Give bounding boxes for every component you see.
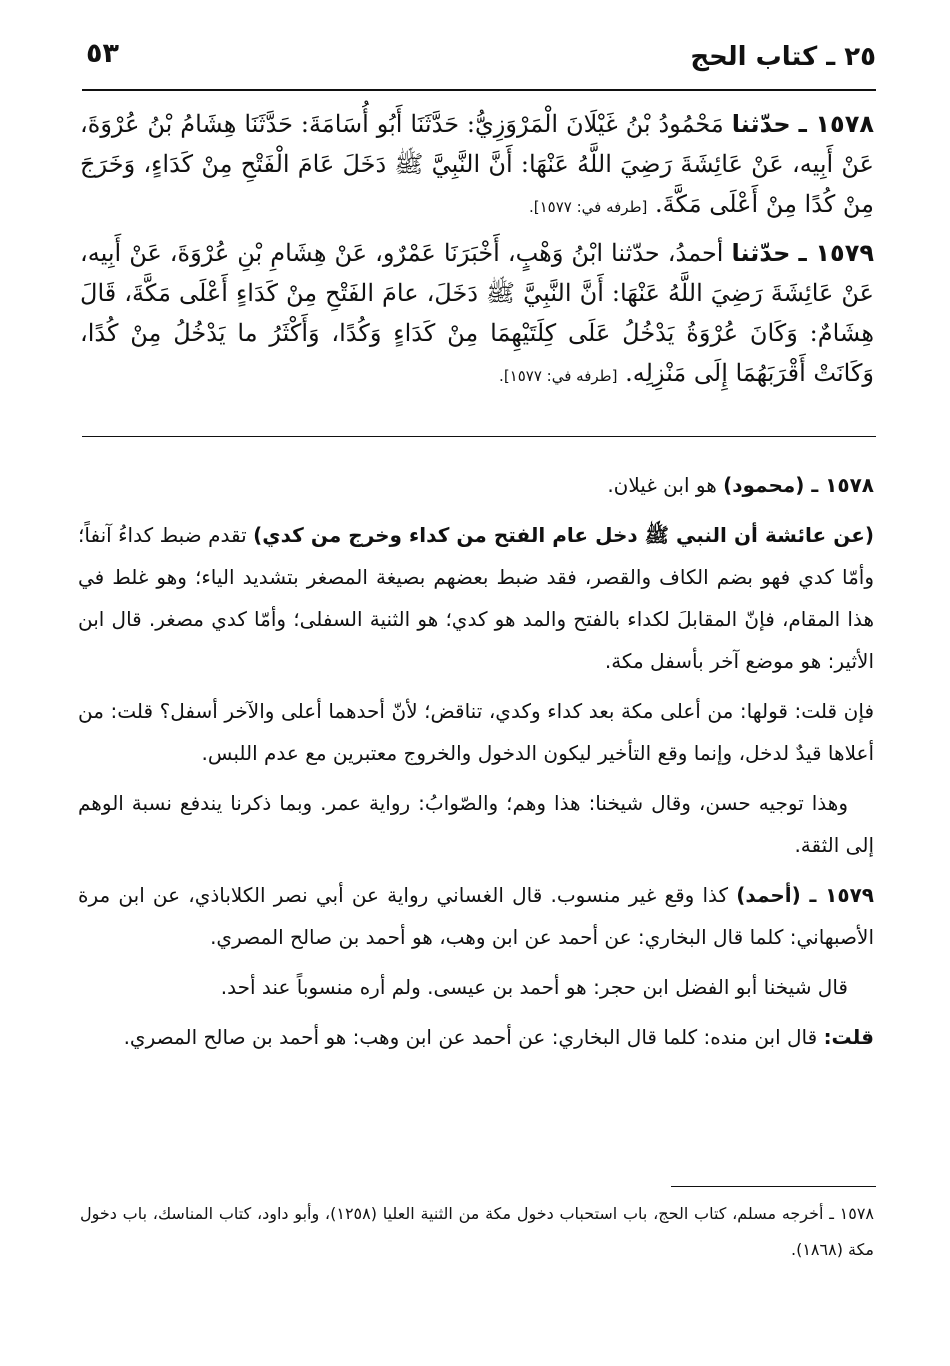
footnote: ١٥٧٨ ـ أخرجه مسلم، كتاب الحج، باب استحباب دخول مكة من الثنية العليا (١٢٥٨)، وأبو داود، كتاب المناسك، باب دخول مكة (١٨٦٨). (80, 1204, 874, 1259)
cross-reference: [طرفه في: ١٥٧٧]. (528, 198, 648, 216)
hadith-text-section (80, 104, 874, 402)
commentary-paragraph (78, 514, 874, 682)
narration-label: حدّثنا (731, 110, 791, 138)
commentary-text: فإن قلت: قولها: من أعلى مكة بعد كداء وكدي، تناقض؛ لأنّ أحدهما أعلى والآخر أسفل؟ قلت: من أعلاها قيدٌ لدخل، وإنما وقع التأخير ليكون الدخول والخروج معتبرين مع عدم اللبس. (78, 699, 874, 765)
commentary-text: قال شيخنا أبو الفضل ابن حجر: هو أحمد بن عيسى. ولم أره منسوباً عند أحد. (220, 975, 848, 999)
commentary-text: كذا وقع غير منسوب. قال الغساني رواية عن أبي نصر الكلاباذي، عن ابن مرة الأصبهاني: كلما قال البخاري: عن أحمد عن ابن وهب، هو أحمد بن صالح المصري. (78, 883, 874, 949)
page-header (82, 38, 876, 88)
commentary-lead: ١٥٧٨ ـ (محمود) (723, 473, 874, 497)
commentary-paragraph (78, 782, 874, 866)
commentary-paragraph (78, 690, 874, 774)
page-number: ٥٣ (86, 38, 119, 69)
commentary-paragraph (78, 874, 874, 958)
commentary-lead: قلت: (823, 1025, 874, 1049)
header-divider (82, 89, 876, 91)
commentary-lead: ١٥٧٩ ـ (أحمد) (736, 883, 874, 907)
hadith-number: ١٥٧٨ ـ (798, 110, 874, 138)
cross-reference: [طرفه في: ١٥٧٧]. (499, 367, 618, 385)
commentary-lead: (عن عائشة أن النبي ﷺ دخل عام الفتح من كداء وخرج من كدي) (253, 523, 875, 547)
hadith-1578 (80, 104, 874, 227)
commentary-paragraph (78, 1016, 874, 1058)
hadith-1579 (80, 233, 874, 396)
commentary-paragraph (78, 966, 874, 1008)
commentary-paragraph (78, 464, 874, 506)
hadith-body: أحمدُ، حدّثنا ابْنُ وَهْبٍ، أَخْبَرَنَا عَمْرٌو، عَنْ هِشَامِ بْنِ عُرْوَةَ، عَنْ أَبِيه، عَنْ عَائِشَةَ رَضِيَ اللَّهُ عَنْهَا: أَنَّ النَّبِيَّ ﷺ دَخَلَ، عامَ الفَتْحِ مِنْ كَدَاءٍ أَعْلَى مَكَّةَ، قَالَ هِشَامٌ: وَكَانَ عُرْوَةُ يَدْخُلُ عَلَى كِلَتَيْهِمَا مِنْ كَدَاءٍ وَكُدًا، وَأَكْثَرُ ما يَدْخُلُ مِنْ كُدًا، وَكَانَتْ أَقْرَبَهُمَا إِلَى مَنْزِلِه. (80, 239, 874, 387)
hadith-number: ١٥٧٩ ـ (798, 239, 874, 267)
commentary-text: وهذا توجيه حسن، وقال شيخنا: هذا وهم؛ والصّوابُ: رواية عمر. وبما ذكرنا يندفع نسبة الوهم إلى الثقة. (78, 791, 874, 857)
chapter-title: ٢٥ ـ كتاب الحج (690, 42, 876, 72)
section-divider (82, 436, 876, 437)
narration-label: حدّثنا (731, 239, 791, 267)
commentary-text: هو ابن غيلان. (607, 473, 724, 497)
commentary-section (78, 464, 874, 1066)
commentary-text: تقدم ضبط كداءُ آنفاً؛ وأمّا كدي فهو بضم الكاف والقصر، فقد ضبط بعضهم بصيغة المصغر بتشديد الياء؛ وهو غلط في هذا المقام، فإنّ المقابلَ لكداء بالفتح والمد هو كدي؛ هو الثنية السفلى؛ وأمّا كدي مصغر. قال ابن الأثير: هو موضع آخر بأسفل مكة. (78, 523, 874, 673)
commentary-text: قال ابن منده: كلما قال البخاري: عن أحمد عن ابن وهب: هو أحمد بن صالح المصري. (123, 1025, 824, 1049)
footnote-divider (671, 1186, 876, 1187)
hadith-body: مَحْمُودُ بْنُ غَيْلَانَ الْمَرْوَزِيُّ: حَدَّثَنَا أَبُو أُسَامَةَ: حَدَّثَنَا هِشَامُ بْنُ عُرْوَةَ، عَنْ أَبِيه، عَنْ عَائِشَةَ رَضِيَ اللَّهُ عَنْهَا: أَنَّ النَّبِيَّ ﷺ دَخَلَ عَامَ الْفَتْحِ مِنْ كَدَاءٍ، وَخَرَجَ مِنْ كُدًا مِنْ أَعْلَى مَكَّةَ. (80, 110, 874, 218)
